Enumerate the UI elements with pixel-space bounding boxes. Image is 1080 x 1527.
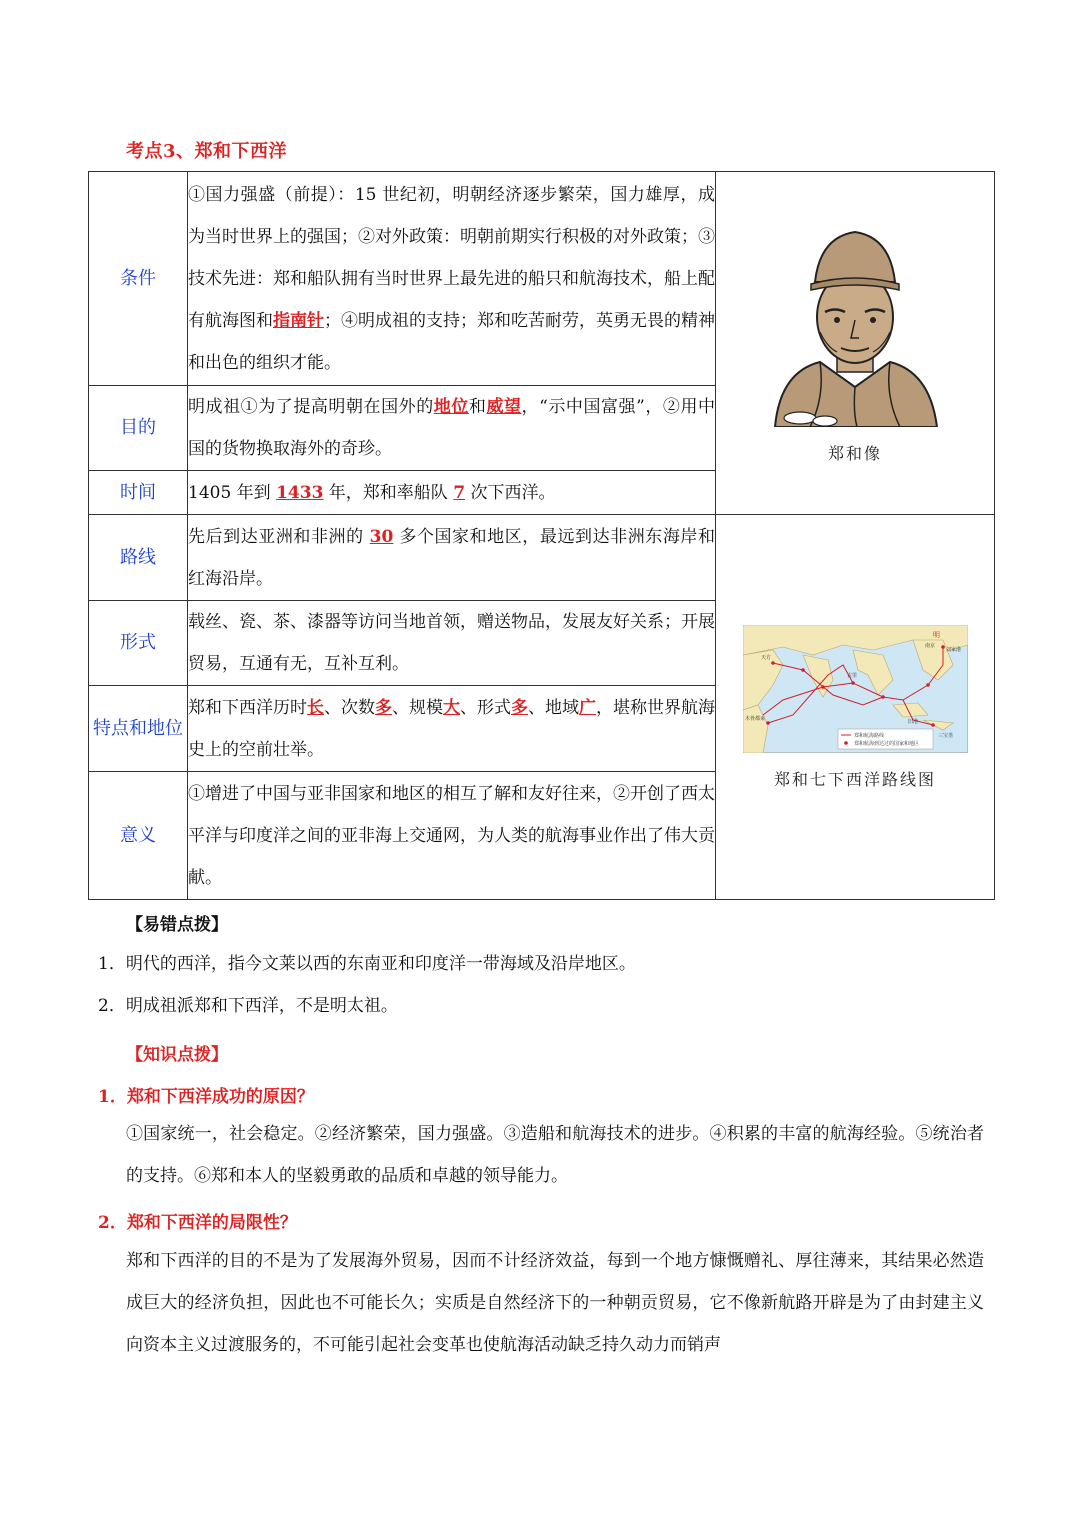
- knowledge-question-2: 2．郑和下西洋的局限性？: [98, 1213, 297, 1233]
- tip-item: 2．明成祖派郑和下西洋，不是明太祖。: [98, 996, 398, 1016]
- knowledge-question-1: 1．郑和下西洋成功的原因？: [98, 1087, 314, 1107]
- map-label-mogadishu: 木骨都束: [744, 715, 765, 722]
- map-label-nanjing: 南京: [924, 642, 935, 649]
- row-label: 意义: [89, 772, 188, 900]
- row-content: 郑和下西洋历时长、次数多、规模大、形式多、地域广，堪称世界航海史上的空前壮举。: [188, 686, 716, 772]
- zhenghe-portrait-image: [765, 222, 945, 427]
- highlight-answer: 7: [453, 482, 466, 503]
- table-row: [89, 172, 995, 386]
- map-label-sanbaolong: 三宝垄: [937, 732, 953, 739]
- section-title: 考点3、郑和下西洋: [126, 141, 288, 162]
- highlight-answer: 地位: [433, 397, 469, 417]
- knowledge-answer-1: ①国家统一，社会稳定。②经济繁荣，国力强盛。③造船和航海技术的进步。④积累的丰富的航海经验。⑤统治者的支持。⑥郑和本人的坚毅勇敢的品质和卓越的领导能力。: [126, 1124, 984, 1186]
- highlight-answer: 长: [307, 697, 324, 718]
- row-label: 目的: [89, 386, 188, 471]
- highlight-answer: 多: [511, 697, 528, 718]
- row-content: 载丝、瓷、茶、漆器等访问当地首领，赠送物品，发展友好关系；开展贸易，互通有无，互补互利。: [188, 601, 716, 686]
- knowledge-answer-2: 郑和下西洋的目的不是为了发展海外贸易，因而不计经济效益，每到一个地方慷慨赠礼、厚往薄来，其结果必然造成巨大的经济负担，因此也不可能长久；实质是自然经济下的一种朝贡贸易，它不像新航路开辟是为了由封建主义向资本主义过渡服务的，不可能引起社会变革也使航海活动缺乏持久动力而销声: [126, 1251, 984, 1355]
- zhenghe-table: [88, 171, 995, 900]
- tip-item: 1．明代的西洋，指今文莱以西的东南亚和印度洋一带海域及沿岸地区。: [98, 954, 636, 974]
- row-label: 特点和地位: [89, 686, 188, 772]
- row-content: 1405 年到 1433 年，郑和率船队 7 次下西洋。: [188, 471, 716, 515]
- row-label: 路线: [89, 515, 188, 601]
- highlight-answer: 多: [375, 697, 392, 718]
- row-content: ①增进了中国与亚非国家和地区的相互了解和友好往来，②开创了西太平洋与印度洋之间的亚非海上交通网，为人类的航海事业作出了伟大贡献。: [188, 772, 716, 900]
- map-label-jiugang: 旧港: [907, 718, 918, 725]
- map-caption: 郑和七下西洋路线图: [773, 769, 936, 789]
- portrait-caption: 郑和像: [827, 444, 882, 463]
- map-legend-route: 郑和航海路线: [853, 732, 884, 739]
- row-label: 形式: [89, 601, 188, 686]
- row-content: 先后到达亚洲和非洲的 30 多个国家和地区，最远到达非洲东海岸和红海沿岸。: [188, 515, 716, 601]
- portrait-cell: [716, 172, 995, 515]
- knowledge-title: 【知识点拨】: [126, 1045, 228, 1065]
- highlight-answer: 指南针: [273, 310, 324, 331]
- row-label: 时间: [89, 471, 188, 515]
- highlight-answer: 威望: [486, 397, 522, 417]
- highlight-answer: 30: [369, 526, 394, 547]
- table-row: [89, 515, 995, 601]
- highlight-answer: 1433: [276, 482, 324, 503]
- map-cell: [716, 515, 995, 900]
- row-content: ①国力强盛（前提）：15 世纪初，明朝经济逐步繁荣，国力雄厚，成为当时世界上的强国；②对外政策：明朝前期实行积极的对外政策；③技术先进：郑和船队拥有当时世界上最先进的船只和航海技术，船上配有航海图和指南针；④明成祖的支持；郑和吃苦耐劳，英勇无畏的精神和出色的组织才能。: [188, 172, 716, 386]
- row-content: 明成祖①为了提高明朝在国外的地位和威望，“示中国富强”，②用中国的货物换取海外的奇珍。: [188, 386, 716, 471]
- highlight-answer: 大: [443, 697, 460, 718]
- map-label-ming: 明: [932, 630, 940, 639]
- map-legend-places: 郑和航海到达过的国家和地区: [853, 740, 919, 747]
- map-label-tianfang: 天方: [760, 654, 771, 661]
- map-label-guli: 古里: [846, 672, 857, 679]
- voyage-route-map: [743, 625, 968, 753]
- map-label-liujiagang: 刘家港: [945, 646, 961, 653]
- tips-title: 【易错点拨】: [126, 915, 228, 935]
- highlight-answer: 广: [579, 697, 596, 718]
- row-label: 条件: [89, 172, 188, 386]
